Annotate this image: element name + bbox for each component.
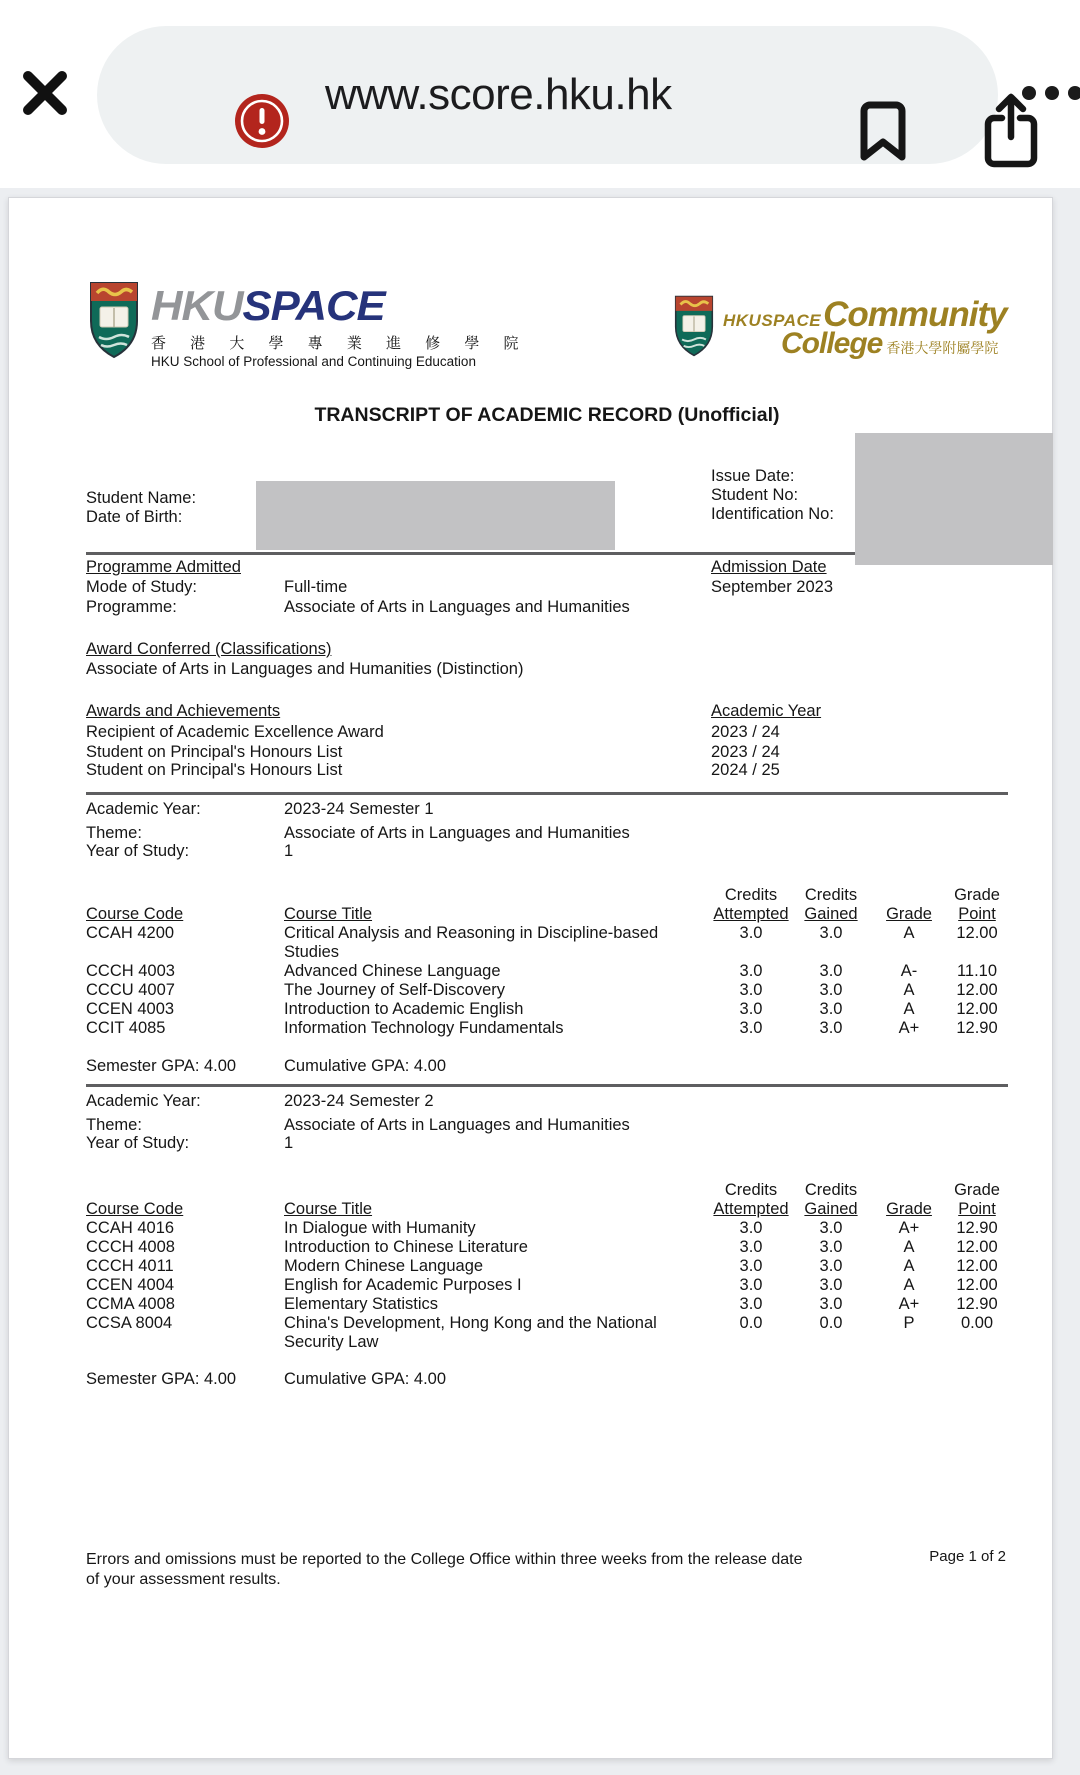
grade-point-cell: 12.90 <box>956 1295 998 1313</box>
close-icon[interactable] <box>20 68 70 118</box>
mode-of-study-label: Mode of Study: <box>86 578 197 596</box>
cc-chinese-text: 香港大學附屬學院 <box>886 340 999 356</box>
admission-date-heading: Admission Date <box>711 558 827 576</box>
semester-gpa: Semester GPA: 4.00 <box>86 1370 237 1388</box>
grade-header: Grade <box>886 1200 932 1218</box>
credits-attempted-cell: 3.0 <box>739 1019 763 1037</box>
credits-gained-cell: 3.0 <box>819 962 843 980</box>
programme-value: Associate of Arts in Languages and Humanities <box>284 598 630 616</box>
attempted-header: Attempted <box>713 905 789 923</box>
table-row <box>86 1295 1008 1314</box>
awards-heading: Awards and Achievements <box>86 702 281 720</box>
insecure-site-icon[interactable] <box>233 92 291 150</box>
logo-hku-text: HKU <box>151 282 243 329</box>
attempted-header: Attempted <box>713 1200 789 1218</box>
credits-attempted-cell: 3.0 <box>739 1257 763 1275</box>
course-title-cell: Information Technology Fundamentals <box>284 1019 564 1037</box>
grade-cell: A <box>903 1000 915 1018</box>
point-header: Point <box>958 905 996 923</box>
course-title-cell: Advanced Chinese Language <box>284 962 501 980</box>
redaction-box-issue-details <box>855 433 1053 565</box>
grade-cell: A <box>903 924 915 942</box>
dob-label: Date of Birth: <box>86 508 183 526</box>
credits-attempted-cell: 3.0 <box>739 1219 763 1237</box>
credits-gained-cell: 3.0 <box>819 1276 843 1294</box>
theme-label: Theme: <box>86 1116 142 1134</box>
course-title-header: Course Title <box>284 1200 373 1218</box>
grade-cell: A+ <box>898 1019 920 1037</box>
credits-attempted-cell: 3.0 <box>739 1000 763 1018</box>
page-number: Page 1 of 2 <box>929 1548 1006 1565</box>
pdf-viewer[interactable] <box>0 188 1080 1775</box>
grade-cell: A <box>903 1238 915 1256</box>
grade-cell: A+ <box>898 1295 920 1313</box>
grade-point-cell: 12.00 <box>956 981 998 999</box>
mode-of-study-value: Full-time <box>284 578 348 596</box>
divider-rule <box>86 1084 1008 1087</box>
grade-cell: P <box>903 1314 915 1332</box>
cumulative-gpa: Cumulative GPA: 4.00 <box>284 1370 447 1388</box>
footer-note: Errors and omissions must be reported to the College Office within three weeks from the release date of your assessment results. <box>86 1551 803 1588</box>
redaction-box-student-details <box>256 481 615 550</box>
table-header-line1 <box>86 886 1008 905</box>
awards-year-heading: Academic Year <box>711 702 822 720</box>
share-icon[interactable] <box>981 88 1041 170</box>
course-code-cell: CCEN 4003 <box>86 1000 175 1018</box>
table-row <box>86 1219 1008 1238</box>
grade-point-cell: 12.90 <box>956 1019 998 1037</box>
credits-header: Credits <box>804 886 858 904</box>
course-code-cell: CCCH 4003 <box>86 962 175 980</box>
table-row <box>86 1019 1008 1038</box>
community-college-crest-icon <box>674 295 714 357</box>
grade-point-cell: 12.00 <box>956 1257 998 1275</box>
course-code-cell: CCAH 4200 <box>86 924 175 942</box>
course-code-header: Course Code <box>86 1200 184 1218</box>
credits-header: Credits <box>804 1181 858 1199</box>
course-title-cell: Elementary Statistics <box>284 1295 439 1313</box>
programme-label: Programme: <box>86 598 177 616</box>
award-conferred-value: Associate of Arts in Languages and Humanities (Distinction) <box>86 660 524 678</box>
course-code-cell: CCCU 4007 <box>86 981 175 999</box>
credits-gained-cell: 3.0 <box>819 1238 843 1256</box>
cumulative-gpa: Cumulative GPA: 4.00 <box>284 1057 447 1075</box>
year-of-study-value: 1 <box>284 842 294 860</box>
table-row <box>86 962 1008 981</box>
document-title: TRANSCRIPT OF ACADEMIC RECORD (Unofficial) <box>314 404 780 426</box>
course-code-cell: CCMA 4008 <box>86 1295 175 1313</box>
course-table-semester-1 <box>86 886 1008 1038</box>
table-header-line2 <box>86 905 1008 924</box>
course-title-cell: Introduction to Academic English <box>284 1000 524 1018</box>
credits-gained-cell: 3.0 <box>819 1295 843 1313</box>
course-title-cell: The Journey of Self-Discovery <box>284 981 506 999</box>
course-title-cell: Critical Analysis and Reasoning in Discipline-based Studies <box>284 924 659 961</box>
url-text[interactable]: www.score.hku.hk <box>325 70 672 119</box>
credits-gained-cell: 0.0 <box>819 1314 843 1332</box>
course-code-cell: CCIT 4085 <box>86 1019 166 1037</box>
course-code-cell: CCAH 4016 <box>86 1219 175 1237</box>
grade-cell: A <box>903 1276 915 1294</box>
grade-cell: A <box>903 981 915 999</box>
grade-point-cell: 12.00 <box>956 924 998 942</box>
grade-point-cell: 12.00 <box>956 1000 998 1018</box>
table-row <box>86 1314 1008 1352</box>
divider-rule <box>86 792 1008 795</box>
identification-no-label: Identification No: <box>711 505 834 523</box>
table-header-line1 <box>86 1181 1008 1200</box>
table-row <box>86 981 1008 1000</box>
gained-header: Gained <box>804 905 858 923</box>
credits-header: Credits <box>724 1181 778 1199</box>
cc-college-text: College <box>781 327 883 360</box>
course-table-semester-2 <box>86 1181 1008 1352</box>
course-title-cell: Introduction to Chinese Literature <box>284 1238 528 1256</box>
award-item: Student on Principal's Honours List <box>86 743 343 761</box>
table-row <box>86 1257 1008 1276</box>
grade-header-top: Grade <box>954 886 1000 904</box>
credits-attempted-cell: 3.0 <box>739 1295 763 1313</box>
award-conferred-heading: Award Conferred (Classifications) <box>86 640 332 658</box>
hkuspace-wordmark <box>151 282 544 330</box>
credits-gained-cell: 3.0 <box>819 1219 843 1237</box>
credits-attempted-cell: 3.0 <box>739 924 763 942</box>
transcript-page <box>8 197 1053 1759</box>
grade-header-top: Grade <box>954 1181 1000 1199</box>
community-college-logo <box>723 295 1007 361</box>
student-no-label: Student No: <box>711 486 799 504</box>
year-of-study-value: 1 <box>284 1134 294 1152</box>
course-code-cell: CCCH 4011 <box>86 1257 174 1275</box>
hkuspace-logo <box>151 282 529 369</box>
logo-space-text: SPACE <box>242 282 385 329</box>
academic-year-value: 2023-24 Semester 1 <box>284 800 434 818</box>
course-title-header: Course Title <box>284 905 373 923</box>
course-code-cell: CCCH 4008 <box>86 1238 175 1256</box>
issue-date-label: Issue Date: <box>711 467 795 485</box>
grade-point-cell: 12.90 <box>956 1219 998 1237</box>
logo-chinese-text: 香 港 大 學 專 業 進 修 學 院 <box>151 335 529 352</box>
credits-attempted-cell: 0.0 <box>739 1314 763 1332</box>
credits-gained-cell: 3.0 <box>819 924 843 942</box>
gained-header: Gained <box>804 1200 858 1218</box>
course-title-cell: Modern Chinese Language <box>284 1257 484 1275</box>
grade-point-cell: 11.10 <box>956 962 998 980</box>
grade-point-cell: 0.00 <box>960 1314 994 1332</box>
logo-tagline: HKU School of Professional and Continuing Education <box>151 354 476 369</box>
course-code-cell: CCSA 8004 <box>86 1314 173 1332</box>
year-of-study-label: Year of Study: <box>86 842 190 860</box>
course-title-cell: In Dialogue with Humanity <box>284 1219 476 1237</box>
grade-point-cell: 12.00 <box>956 1238 998 1256</box>
credits-attempted-cell: 3.0 <box>739 981 763 999</box>
table-row <box>86 1276 1008 1295</box>
theme-label: Theme: <box>86 824 142 842</box>
credits-gained-cell: 3.0 <box>819 1257 843 1275</box>
grade-cell: A <box>903 1257 915 1275</box>
credits-gained-cell: 3.0 <box>819 1000 843 1018</box>
table-row <box>86 1238 1008 1257</box>
programme-admitted-heading: Programme Admitted <box>86 558 241 576</box>
theme-value: Associate of Arts in Languages and Humanities <box>284 824 630 842</box>
course-title-cell: English for Academic Purposes I <box>284 1276 522 1294</box>
grade-cell: A- <box>900 962 918 980</box>
browser-toolbar <box>0 0 1080 188</box>
credits-gained-cell: 3.0 <box>819 981 843 999</box>
course-code-header: Course Code <box>86 905 184 923</box>
credits-gained-cell: 3.0 <box>819 1019 843 1037</box>
award-item: Student on Principal's Honours List <box>86 761 343 779</box>
award-item-year: 2023 / 24 <box>711 723 780 741</box>
bookmark-icon[interactable] <box>859 100 907 164</box>
more-menu-icon[interactable] <box>1022 86 1080 100</box>
table-row <box>86 1000 1008 1019</box>
credits-attempted-cell: 3.0 <box>739 1276 763 1294</box>
academic-year-label: Academic Year: <box>86 1092 201 1110</box>
student-name-label: Student Name: <box>86 489 197 507</box>
theme-value: Associate of Arts in Languages and Humanities <box>284 1116 630 1134</box>
semester-gpa: Semester GPA: 4.00 <box>86 1057 237 1075</box>
hku-crest-icon <box>89 281 139 359</box>
award-item-year: 2023 / 24 <box>711 743 780 761</box>
table-header-line2 <box>86 1200 1008 1219</box>
award-item: Recipient of Academic Excellence Award <box>86 723 384 741</box>
grade-header: Grade <box>886 905 932 923</box>
academic-year-label: Academic Year: <box>86 800 201 818</box>
url-bar[interactable] <box>97 26 998 164</box>
grade-cell: A+ <box>898 1219 920 1237</box>
admission-date-value: September 2023 <box>711 578 834 596</box>
award-item-year: 2024 / 25 <box>711 761 780 779</box>
grade-point-cell: 12.00 <box>956 1276 998 1294</box>
credits-header: Credits <box>724 886 778 904</box>
table-row <box>86 924 1008 962</box>
credits-attempted-cell: 3.0 <box>739 962 763 980</box>
cc-community-text: Community <box>823 295 1007 334</box>
year-of-study-label: Year of Study: <box>86 1134 190 1152</box>
credits-attempted-cell: 3.0 <box>739 1238 763 1256</box>
course-title-cell: China's Development, Hong Kong and the National Security Law <box>284 1314 657 1351</box>
cc-hkuspace-text: HKUSPACE <box>723 311 822 330</box>
academic-year-value: 2023-24 Semester 2 <box>284 1092 434 1110</box>
point-header: Point <box>958 1200 996 1218</box>
course-code-cell: CCEN 4004 <box>86 1276 175 1294</box>
